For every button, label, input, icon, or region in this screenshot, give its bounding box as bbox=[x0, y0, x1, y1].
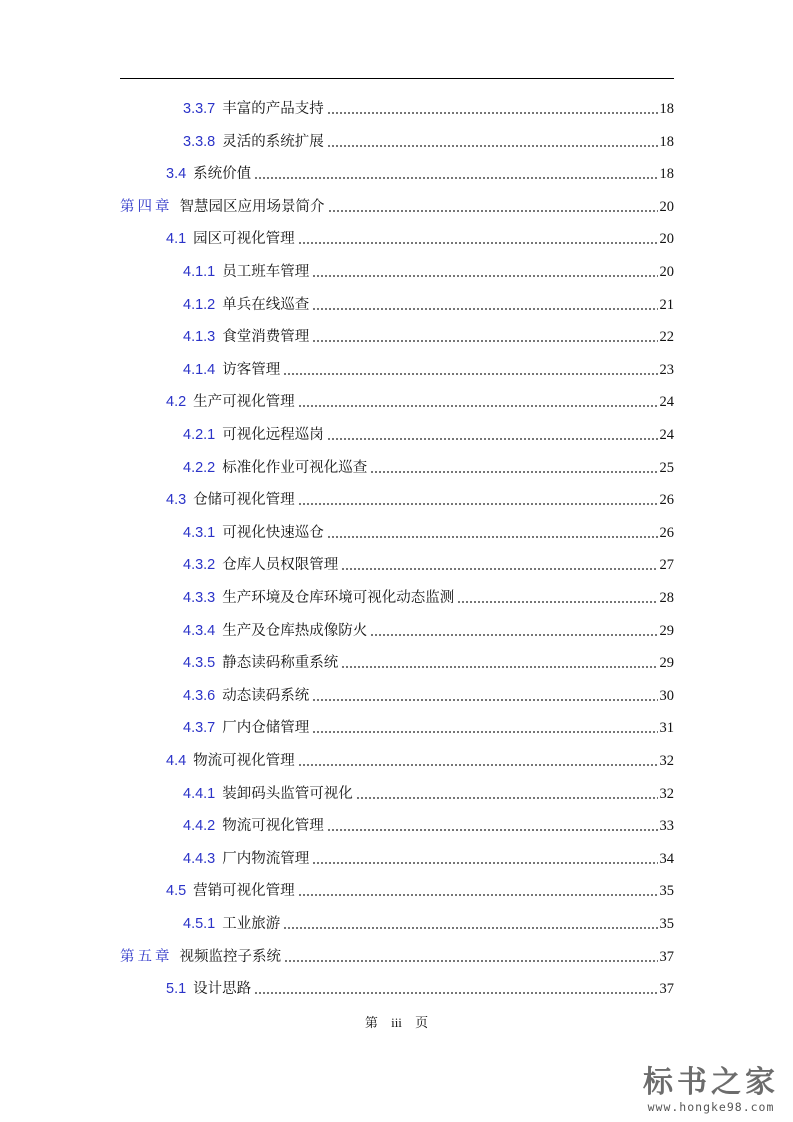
toc-section-number: 4.1.4 bbox=[183, 361, 216, 378]
toc-title: 装卸码头监管可视化 bbox=[222, 785, 353, 802]
toc-section-number: 4.3.3 bbox=[183, 590, 216, 606]
page-footer bbox=[0, 1012, 793, 1031]
toc-entry[interactable] bbox=[183, 129, 674, 151]
toc-dot-leader bbox=[254, 992, 657, 994]
toc-page-number: 32 bbox=[659, 753, 674, 769]
toc-title: 生产可视化管理 bbox=[193, 394, 295, 411]
toc-dot-leader bbox=[312, 308, 657, 310]
toc-title: 设计思路 bbox=[193, 981, 252, 998]
toc-entry[interactable] bbox=[183, 96, 674, 118]
toc-section-number: 4.4.1 bbox=[183, 785, 216, 802]
toc-entry[interactable] bbox=[183, 683, 674, 705]
toc-dot-leader bbox=[284, 960, 658, 962]
toc-page-number: 23 bbox=[659, 361, 674, 378]
toc-entry[interactable] bbox=[183, 292, 674, 314]
toc-section-number: 4.3.5 bbox=[183, 655, 216, 672]
toc-dot-leader bbox=[356, 797, 658, 799]
footer-page-number: iii bbox=[391, 1015, 402, 1030]
toc-page-number: 25 bbox=[659, 459, 674, 476]
toc-entry[interactable] bbox=[183, 552, 674, 574]
toc-section-number: 4.3.6 bbox=[183, 687, 216, 704]
toc-title: 动态读码系统 bbox=[222, 687, 310, 704]
toc-title: 访客管理 bbox=[222, 361, 281, 378]
toc-entry[interactable] bbox=[166, 878, 674, 900]
toc-section-number: 4.2.2 bbox=[183, 459, 216, 476]
toc-entry[interactable] bbox=[120, 194, 674, 216]
toc-section-number: 4.3.2 bbox=[183, 557, 216, 574]
toc-dot-leader bbox=[327, 112, 658, 114]
toc-section-number: 4.2.1 bbox=[183, 427, 216, 443]
toc-dot-leader bbox=[312, 340, 657, 342]
toc-section-number: 4.1.3 bbox=[183, 329, 216, 346]
toc-section-number: 4.3.7 bbox=[183, 720, 216, 737]
toc-page-number: 20 bbox=[659, 198, 674, 215]
toc-dot-leader bbox=[298, 405, 658, 407]
toc-entry[interactable] bbox=[166, 161, 674, 183]
toc-title: 可视化远程巡岗 bbox=[222, 427, 324, 443]
toc-title: 厂内仓储管理 bbox=[222, 720, 310, 737]
toc-section-number: 3.3.7 bbox=[183, 101, 216, 117]
watermark-url: www.hongke98.com bbox=[647, 1100, 775, 1114]
toc-page-number: 29 bbox=[659, 655, 674, 672]
toc-page-number: 22 bbox=[659, 329, 674, 346]
toc-dot-leader bbox=[370, 634, 657, 636]
toc-page-number: 18 bbox=[659, 133, 674, 150]
toc-section-number: 4.5.1 bbox=[183, 916, 216, 932]
toc-title: 视频监控子系统 bbox=[179, 948, 281, 965]
toc-page-number: 31 bbox=[659, 720, 674, 737]
toc-dot-leader bbox=[283, 373, 657, 375]
toc-entry[interactable] bbox=[166, 487, 674, 509]
toc-title: 仓储可视化管理 bbox=[193, 492, 295, 509]
toc-title: 仓库人员权限管理 bbox=[222, 557, 339, 574]
watermark-title: 标书之家 bbox=[643, 1065, 779, 1100]
toc-title: 食堂消费管理 bbox=[222, 329, 310, 346]
toc-page-number: 21 bbox=[659, 296, 674, 313]
toc-page-number: 29 bbox=[659, 622, 674, 639]
toc-title: 生产环境及仓库环境可视化动态监测 bbox=[222, 590, 455, 606]
toc-entry[interactable] bbox=[183, 781, 674, 803]
toc-entry[interactable] bbox=[183, 585, 674, 607]
toc-page-number: 30 bbox=[659, 687, 674, 704]
toc-dot-leader bbox=[312, 275, 657, 277]
toc-entry[interactable] bbox=[183, 520, 674, 542]
toc-entry[interactable] bbox=[183, 455, 674, 477]
toc-entry[interactable] bbox=[183, 259, 674, 281]
toc-dot-leader bbox=[370, 471, 657, 473]
toc-title: 员工班车管理 bbox=[222, 264, 310, 280]
toc-section-number: 5.1 bbox=[166, 981, 187, 998]
toc-page-number: 32 bbox=[659, 785, 674, 802]
toc-section-number: 4.1 bbox=[166, 231, 187, 248]
toc-entry[interactable] bbox=[183, 324, 674, 346]
toc-dot-leader bbox=[341, 666, 657, 668]
toc-entry[interactable] bbox=[183, 813, 674, 835]
toc-page-number: 37 bbox=[659, 981, 674, 998]
toc-dot-leader bbox=[312, 862, 657, 864]
toc-page-number: 18 bbox=[659, 166, 674, 183]
toc-entry[interactable] bbox=[166, 976, 674, 998]
toc-entry[interactable] bbox=[183, 357, 674, 379]
toc-title: 生产及仓库热成像防火 bbox=[222, 622, 368, 639]
toc-title: 工业旅游 bbox=[222, 916, 281, 932]
toc-section-number: 4.4.3 bbox=[183, 850, 216, 867]
toc-entry[interactable] bbox=[166, 748, 674, 770]
toc-entry[interactable] bbox=[183, 650, 674, 672]
toc-title: 灵活的系统扩展 bbox=[222, 133, 324, 150]
toc-section-number: 4.4.2 bbox=[183, 818, 216, 835]
toc-entry[interactable] bbox=[183, 618, 674, 640]
toc-page-number: 18 bbox=[659, 101, 674, 117]
toc-dot-leader bbox=[328, 210, 658, 212]
toc-entry[interactable] bbox=[183, 846, 674, 868]
toc-title: 园区可视化管理 bbox=[193, 231, 295, 248]
watermark-logo bbox=[643, 1066, 779, 1114]
toc-section-number: 4.2 bbox=[166, 394, 187, 411]
toc-section-number: 4.3.1 bbox=[183, 524, 216, 541]
toc-title: 丰富的产品支持 bbox=[222, 101, 324, 117]
toc-entry[interactable] bbox=[120, 944, 674, 966]
toc-dot-leader bbox=[312, 731, 657, 733]
toc-page-number: 24 bbox=[659, 427, 674, 443]
toc-page-number: 37 bbox=[659, 948, 674, 965]
toc-section-number: 4.5 bbox=[166, 883, 187, 900]
toc-dot-leader bbox=[327, 829, 658, 831]
toc-section-number: 4.3 bbox=[166, 492, 187, 509]
toc-title: 物流可视化管理 bbox=[222, 818, 324, 835]
toc-dot-leader bbox=[312, 699, 657, 701]
toc-page-number: 26 bbox=[659, 524, 674, 541]
toc-entry[interactable] bbox=[183, 422, 674, 444]
toc-dot-leader bbox=[283, 927, 657, 929]
toc-title: 标准化作业可视化巡查 bbox=[222, 459, 368, 476]
toc-page-number: 28 bbox=[659, 590, 674, 606]
toc-page-number: 20 bbox=[659, 264, 674, 280]
footer-prefix: 第 bbox=[364, 1015, 378, 1030]
toc-title: 单兵在线巡查 bbox=[222, 296, 310, 313]
toc-page-number: 24 bbox=[659, 394, 674, 411]
toc-entry[interactable] bbox=[166, 226, 674, 248]
toc-page-number: 20 bbox=[659, 231, 674, 248]
footer-suffix: 页 bbox=[415, 1015, 429, 1030]
toc-section-number: 4.4 bbox=[166, 753, 187, 769]
toc-dot-leader bbox=[254, 177, 657, 179]
toc-dot-leader bbox=[298, 894, 658, 896]
toc-title: 静态读码称重系统 bbox=[222, 655, 339, 672]
toc-title: 厂内物流管理 bbox=[222, 850, 310, 867]
toc-chapter-number: 第四章 bbox=[120, 198, 173, 215]
toc-dot-leader bbox=[341, 568, 657, 570]
toc-entry[interactable] bbox=[183, 715, 674, 737]
toc-page-number: 27 bbox=[659, 557, 674, 574]
toc-page-number: 34 bbox=[659, 850, 674, 867]
toc-dot-leader bbox=[327, 438, 658, 440]
toc-dot-leader bbox=[327, 145, 658, 147]
toc-section-number: 3.4 bbox=[166, 166, 187, 183]
toc-dot-leader bbox=[298, 242, 658, 244]
toc-page-number: 35 bbox=[659, 883, 674, 900]
toc-dot-leader bbox=[298, 503, 658, 505]
toc-title: 营销可视化管理 bbox=[193, 883, 295, 900]
toc-section-number: 4.3.4 bbox=[183, 622, 216, 639]
toc-page-number: 26 bbox=[659, 492, 674, 509]
toc-title: 物流可视化管理 bbox=[193, 753, 295, 769]
toc-dot-leader bbox=[327, 536, 658, 538]
toc-section-number: 4.1.1 bbox=[183, 264, 216, 280]
toc-page-number: 33 bbox=[659, 818, 674, 835]
toc-chapter-number: 第五章 bbox=[120, 948, 173, 965]
toc-title: 智慧园区应用场景简介 bbox=[179, 198, 325, 215]
toc-entry[interactable] bbox=[166, 389, 674, 411]
toc-section-number: 4.1.2 bbox=[183, 296, 216, 313]
header-rule bbox=[120, 78, 674, 79]
toc-entry[interactable] bbox=[183, 911, 674, 933]
toc-title: 可视化快速巡仓 bbox=[222, 524, 324, 541]
toc-title: 系统价值 bbox=[193, 166, 252, 183]
toc-dot-leader bbox=[298, 764, 658, 766]
toc-dot-leader bbox=[457, 601, 657, 603]
toc-page-number: 35 bbox=[659, 916, 674, 932]
toc-section-number: 3.3.8 bbox=[183, 133, 216, 150]
